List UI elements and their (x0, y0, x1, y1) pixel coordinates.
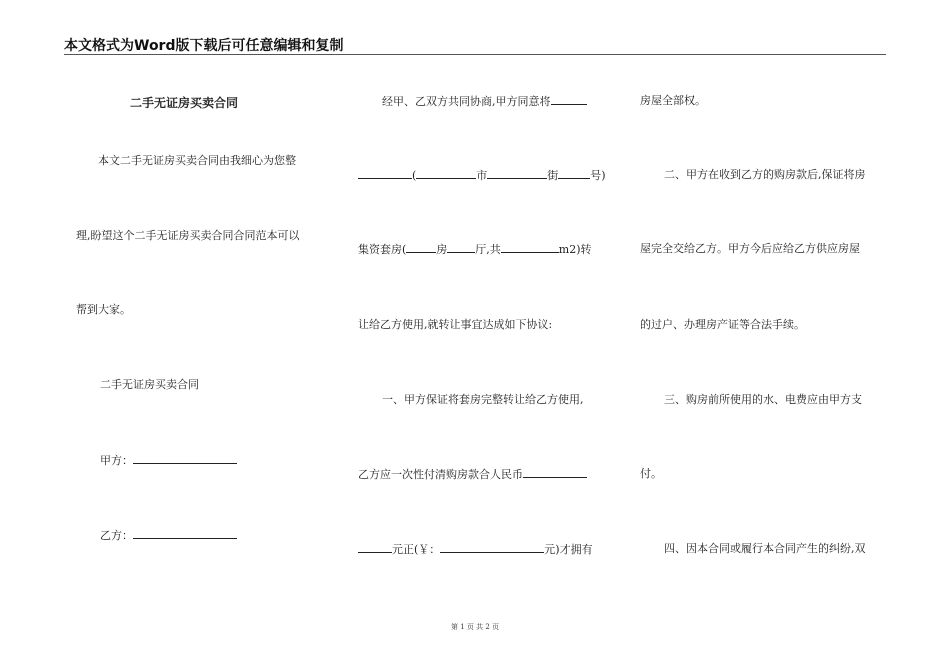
own-label: 元)才拥有 (544, 543, 593, 556)
party-a-row (100, 453, 237, 468)
col3-line-4: 的过户、办理房产证等合法手续。 (640, 318, 805, 331)
address-city-label: 市 (476, 169, 488, 182)
header-title: 本文格式为Word版下载后可任意编辑和复制 (64, 38, 344, 54)
area-blank (501, 242, 559, 253)
address-no-blank (558, 168, 590, 179)
party-b-row (100, 528, 237, 543)
hall-blank (447, 242, 475, 253)
payment-blank (523, 467, 587, 478)
col2-line-5: 一、甲方保证将套房完整转让给乙方使用, (382, 393, 584, 406)
party-a-label: 甲方： (100, 454, 133, 467)
column-1 (0, 0, 330, 672)
page-footer: 第 1 页 共 2 页 (450, 623, 500, 631)
col2-line-1 (382, 94, 587, 109)
intro-line-3: 帮到大家。 (76, 303, 131, 316)
col3-line-1: 房屋全部权。 (640, 94, 706, 107)
column-2 (330, 0, 620, 672)
address-street-blank (487, 168, 547, 179)
yuan-blank (358, 542, 392, 553)
address-blank-1 (358, 168, 412, 179)
col2-line-4: 让给乙方使用,就转让事宜达成如下协议: (358, 318, 553, 331)
col2-line-1-blank (551, 94, 587, 105)
intro-line-1: 本文二手无证房买卖合同由我细心为您整 (98, 154, 296, 167)
payment-text: 乙方应一次性付清购房款合人民币 (358, 468, 523, 481)
col3-line-5: 三、购房前所使用的水、电费应由甲方支 (664, 393, 862, 406)
area-unit-label: m2)转 (558, 243, 592, 256)
intro-line-2: 理,盼望这个二手无证房买卖合同合同范本可以 (76, 229, 300, 242)
col3-line-2: 二、甲方在收到乙方的购房款后,保证将房 (664, 168, 866, 181)
yuan-label: 元正(￥： (392, 543, 441, 556)
address-open-paren: ( (412, 169, 417, 182)
party-b-blank (133, 528, 237, 539)
col2-line-3 (358, 242, 592, 257)
room-blank (406, 242, 436, 253)
room-label: 房 (436, 243, 448, 256)
col2-line-2 (358, 168, 606, 183)
address-street-label: 街 (547, 169, 559, 182)
column-3 (620, 0, 920, 672)
col3-line-7: 四、因本合同或履行本合同产生的纠纷,双 (664, 542, 866, 555)
col3-line-3: 屋完全交给乙方。甲方今后应给乙方供应房屋 (640, 242, 860, 255)
col2-line-1-text: 经甲、乙双方共同协商,甲方同意将 (382, 95, 551, 108)
col2-line-7 (358, 542, 593, 557)
hall-label: 厅,共 (475, 243, 501, 256)
address-no-label: 号) (590, 169, 606, 182)
col2-line-6 (358, 467, 587, 482)
address-city-blank (416, 168, 476, 179)
contract-subtitle: 二手无证房买卖合同 (100, 378, 199, 391)
party-b-label: 乙方： (100, 529, 133, 542)
party-a-blank (133, 453, 237, 464)
document-title: 二手无证房买卖合同 (130, 96, 239, 110)
apartment-label: 集资套房( (358, 243, 407, 256)
yuan-amount-blank (440, 542, 544, 553)
col3-line-6: 付。 (640, 467, 662, 480)
